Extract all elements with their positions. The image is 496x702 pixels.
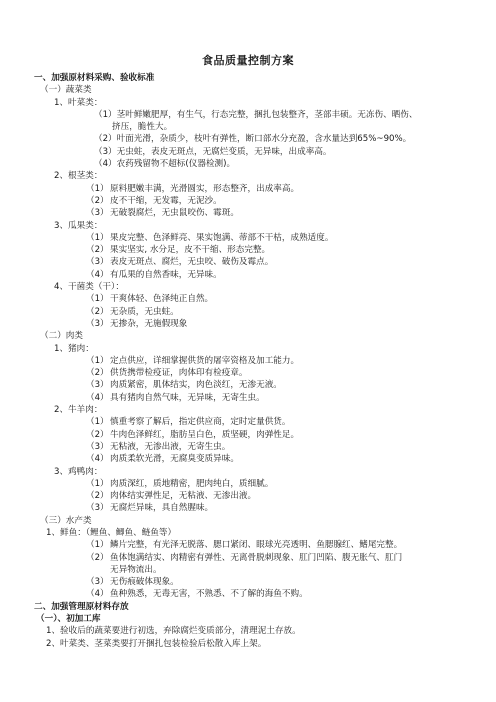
list-item (34, 269, 474, 281)
list-item (34, 306, 474, 318)
list-item (34, 379, 474, 391)
subsection-heading-storage: （一）、初加工库 (36, 614, 101, 625)
subsection-heading-vegetables: （一）蔬菜类 (40, 85, 92, 96)
list-item (34, 318, 474, 330)
list-item (34, 490, 474, 502)
list-text: 定点供应，详细掌握供货的屠宰资格及加工能力。 (110, 355, 300, 366)
list-text: 无破裂腐烂，无虫鼠咬伤、霉斑。 (110, 208, 239, 219)
list-item (34, 453, 474, 465)
subsection-heading-aquatic: （三）水产类 (40, 515, 92, 526)
section-heading: 一、加强原材料采购、验收标准 (34, 73, 155, 83)
list-number: （2） (86, 429, 109, 440)
category-heading-beef: 2、牛羊肉： (54, 405, 103, 416)
list-text: 无腐烂异味，具自然腥味。 (110, 503, 214, 514)
list-text: 无粘液，无渗出液，无寄生虫。 (110, 441, 231, 452)
list-item (34, 183, 474, 195)
list-text: 鳞片完整，有光泽无脱落、腮口紧闭、眼球光亮透明、鱼腮腺红、鳍尾完整。 (110, 540, 403, 551)
list-number: （3） (86, 441, 109, 452)
list-number: （2） (86, 368, 109, 379)
list-number: （4） (86, 269, 109, 280)
list-item: 2、叶菜类、茎菜类要打开捆扎包装检验后松散入库上架。 (46, 638, 267, 649)
list-text: 肉质柔软光滑，无腐臭变质异味。 (110, 454, 239, 465)
list-text: 无杂质，无虫蛀。 (110, 306, 179, 317)
list-number: （3） (86, 503, 109, 514)
category-heading-leaf: 1、叶菜类： (54, 97, 103, 108)
list-text: 皮不干缩，无发霉，无泥沙。 (110, 195, 222, 206)
list-number: （3） (86, 208, 109, 219)
list-item (34, 392, 474, 404)
list-text: 肉体结实弹性足，无粘液、无渗出液。 (110, 491, 257, 502)
subsection-heading-meat: （二）肉类 (40, 331, 83, 342)
list-item-continuation (34, 564, 474, 576)
list-text: 供货携带检疫证，肉体印有检疫章。 (110, 368, 248, 379)
list-number: （1） (86, 540, 109, 551)
list-number: （3） (86, 577, 109, 588)
list-text: 果皮完整、色泽鲜亮、果实饱满、蒂部不干枯，成熟适度。 (110, 232, 334, 243)
list-number: （2） (86, 195, 109, 206)
list-text: 表皮无斑点、腐烂，无虫咬、破伤及霉点。 (110, 257, 274, 268)
list-text: 干爽体轻、色泽纯正自然。 (110, 294, 214, 305)
list-item (34, 207, 474, 219)
category-heading-fish: 1、鲜鱼：（鲤鱼、鲫鱼、鲢鱼等） (46, 527, 177, 538)
list-text: 无异物流出。 (110, 564, 162, 575)
list-item (34, 416, 474, 428)
list-number: （1） (86, 232, 109, 243)
list-text: 无掺杂，无施假现象 (110, 318, 188, 329)
list-number: （1） (86, 183, 109, 194)
list-number: （3） (86, 380, 109, 391)
list-item (34, 552, 474, 564)
list-text: 果实坚实, 水分足，皮不干缩、形态完整。 (110, 245, 271, 256)
list-number: （1） (86, 294, 109, 305)
section-heading: 二、加强管理原材料存放 (34, 601, 129, 612)
list-item (34, 539, 474, 551)
list-item (34, 576, 474, 588)
list-number: （3） (86, 318, 109, 329)
list-item (34, 232, 474, 244)
list-number: （4） (86, 589, 109, 600)
category-heading-root: 2、根茎类： (54, 171, 103, 182)
list-item (34, 293, 474, 305)
list-item (34, 441, 474, 453)
list-item: （4）农药残留物不超标(仪器检测)。 (94, 159, 236, 170)
list-text: 肉质紧密，肌体结实，肉色淡红，无渗无液。 (110, 380, 282, 391)
list-item (34, 256, 474, 268)
list-item (34, 429, 474, 441)
list-item (34, 588, 474, 600)
list-item: （1）茎叶鲜嫩肥厚，有生气，行态完整，捆扎包装整齐，茎部丰硕。无冻伤、晒伤、 (94, 109, 418, 120)
document-title: 食品质量控制方案 (202, 54, 294, 67)
category-heading-melon: 3、瓜果类： (54, 220, 103, 231)
category-heading-pork: 1、猪肉： (54, 343, 94, 354)
list-text: 具有猪肉自然气味，无异味，无寄生虫。 (110, 392, 265, 403)
list-item: （3）无虫蛀，表皮无斑点，无腐烂变质，无异味，出成率高。 (94, 146, 332, 157)
list-item (34, 355, 474, 367)
list-item (34, 478, 474, 490)
list-number: （1） (86, 417, 109, 428)
list-item (34, 367, 474, 379)
list-text: 原料肥嫩丰满，光滑圆实，形态整齐，出成率高。 (110, 183, 300, 194)
list-text: 鱼体饱满结实、肉精密有弹性、无离骨脱刺现象、肛门凹陷、腹无胀气、肛门 (110, 552, 403, 563)
list-number: （4） (86, 392, 109, 403)
list-text: 鱼种熟悉，无毒无害，不熟悉、不了解的海鱼不购。 (110, 589, 308, 600)
list-item: 1、验收后的蔬菜要进行初选，弃除腐烂变质部分，清理泥土存放。 (46, 626, 301, 637)
list-text: 牛肉色泽鲜红，脂肪呈白色，质坚硬，肉弹性足。 (110, 429, 300, 440)
category-heading-fungi: 4、干菌类（干）： (54, 282, 124, 293)
list-number: （2） (86, 306, 109, 317)
list-item-continuation: 挤压，脆性大。 (112, 122, 173, 133)
list-number: （2） (86, 552, 109, 563)
list-number (86, 564, 110, 576)
list-number: （2） (86, 245, 109, 256)
list-item (34, 244, 474, 256)
list-number: （1） (86, 478, 109, 489)
document-body (34, 72, 474, 650)
list-number: （1） (86, 355, 109, 366)
category-heading-poultry: 3、鸡鸭肉： (54, 466, 103, 477)
list-text: 有瓜果的自然香味，无异味。 (110, 269, 222, 280)
list-number: （2） (86, 491, 109, 502)
list-text: 无伤痕破体现象。 (110, 577, 179, 588)
list-item: （2）叶面光滑，杂质少，枝叶有弹性，断口部水分充盈，含水量达到65%~90%。 (94, 134, 412, 145)
list-item (34, 502, 474, 514)
list-text: 肉质深红，质地精密，肥肉纯白，质细腻。 (110, 478, 274, 489)
list-number: （3） (86, 257, 109, 268)
list-text: 慎重考察了解后，指定供应商，定时定量供货。 (110, 417, 291, 428)
list-number: （4） (86, 454, 109, 465)
list-item (34, 195, 474, 207)
